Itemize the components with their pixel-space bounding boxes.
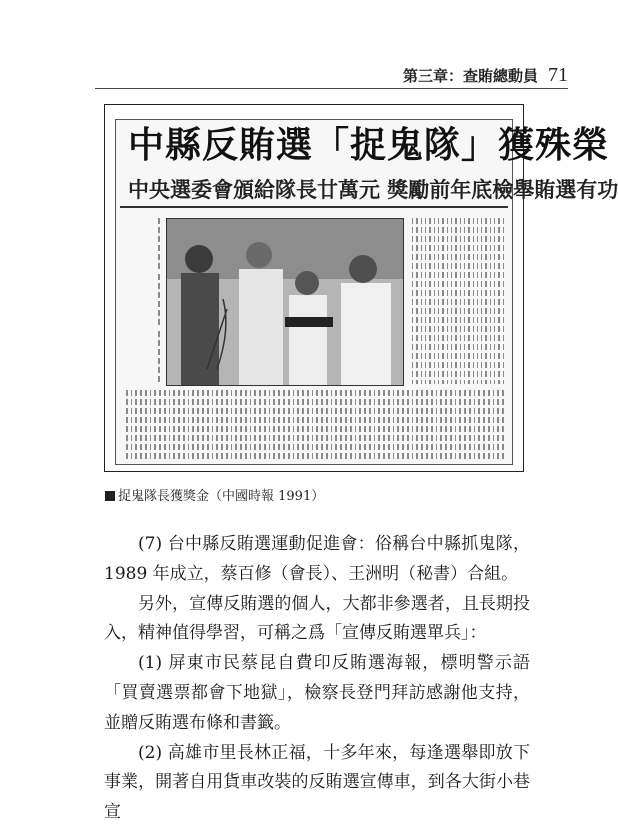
clipping-rule xyxy=(120,206,508,208)
clipping-body xyxy=(115,119,618,465)
header-rule xyxy=(95,88,568,89)
clipping-article-upper xyxy=(412,218,504,384)
article-text-columns-lower xyxy=(126,390,504,460)
photo-figures xyxy=(167,219,403,385)
clipping-photo xyxy=(166,218,404,386)
clipping-article-lower xyxy=(126,390,504,460)
paragraph: (2) 高雄市里長林正福，十多年來，每逢選舉即放下事業，開著自用貨車改裝的反賄選宣傳車，到各大街小巷宣 xyxy=(104,742,530,823)
page-header xyxy=(403,64,568,87)
body-text xyxy=(104,530,530,828)
newspaper-clipping xyxy=(104,104,618,472)
figure-caption xyxy=(105,485,324,504)
clipping-headline: 中縣反賄選「捉鬼隊」獲殊榮 xyxy=(128,125,610,166)
paragraph: (1) 屏東市民蔡昆自費印反賄選海報，標明警示語「買賣選票都會下地獄」，檢察長登門拜訪感謝他支持，並贈反賄選布條和書籤。 xyxy=(104,653,530,733)
figure-caption-text: 捉鬼隊長獲獎金（中國時報 1991） xyxy=(118,489,325,504)
chapter-title: 第三章：查賄總動員 xyxy=(402,67,538,85)
article-text-columns xyxy=(412,218,504,384)
photo-caption-text xyxy=(126,218,160,384)
caption-square-icon xyxy=(105,491,115,501)
clipping-subhead: 中央選委會頒給隊長廿萬元 獎勵前年底檢舉賄選有功 xyxy=(128,178,618,202)
paragraph: 另外，宣傳反賄選的個人，大都非參選者，且長期投入，精神值得學習，可稱之爲「宣傳反賄選單兵」： xyxy=(104,593,530,644)
paragraph: (7) 台中縣反賄選運動促進會：俗稱台中縣抓鬼隊，1989 年成立，蔡百修（會長）、王洲明（秘書）合組。 xyxy=(104,534,530,584)
caption-text-columns xyxy=(158,218,160,384)
page-number: 71 xyxy=(548,64,568,86)
